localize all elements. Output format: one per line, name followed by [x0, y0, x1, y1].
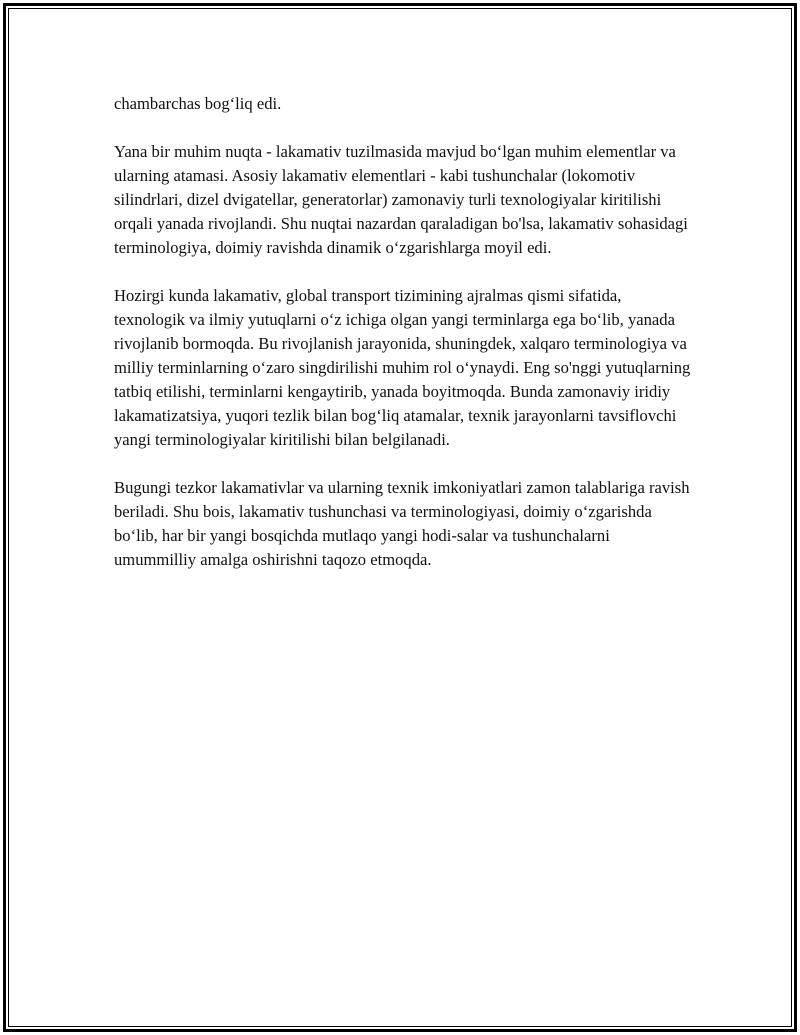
document-body	[114, 92, 694, 596]
paragraph-modern-terminology: Hozirgi kunda lakamativ, global transport tizimining ajralmas qismi sifatida, texnologik va ilmiy yutuqlarni o‘z ichiga olgan yangi terminlarga ega bo‘lib, yanada rivojlanib bormoqda. Bu rivojlanish jarayonida, shuningdek, xalqaro terminologiya va milliy terminlarning o‘zaro singdirilishi muhim rol o‘ynaydi. Eng so'nggi yutuqlarning tatbiq etilishi, terminlarni kengaytirib, yanada boyitmoqda. Bunda zamonaviy iridiy lakamatizatsiya, yuqori tezlik bilan bog‘liq atamalar, texnik jarayonlarni tavsiflovchi yangi terminologiyalar kiritilishi bilan belgilanadi.	[114, 286, 691, 449]
paragraph-conclusion: Bugungi tezkor lakamativlar va ularning texnik imkoniyatlari zamon talablariga ravish beriladi. Shu bois, lakamativ tushunchasi va terminologiyasi, doimiy o‘zgarishda bo‘lib, har bir yangi bosqichda mutlaqo yangi hodi-salar va tushunchalarni umummilliy amalga oshirishni taqozo etmoqda.	[114, 478, 690, 569]
paragraph-continuation: chambarchas bog‘liq edi.	[114, 94, 282, 113]
paragraph-elements: Yana bir muhim nuqta - lakamativ tuzilmasida mavjud bo‘lgan muhim elementlar va ularning atamasi. Asosiy lakamativ elementlari - kabi tushunchalar (lokomotiv silindrlari, dizel dvigatellar, generatorlar) zamonaviy turli texnologiyalar kiritilishi orqali yanada rivojlandi. Shu nuqtai nazardan qaraladigan bo'lsa, lakamativ sohasidagi terminologiya, doimiy ravishda dinamik o‘zgarishlarga moyil edi.	[114, 142, 688, 257]
